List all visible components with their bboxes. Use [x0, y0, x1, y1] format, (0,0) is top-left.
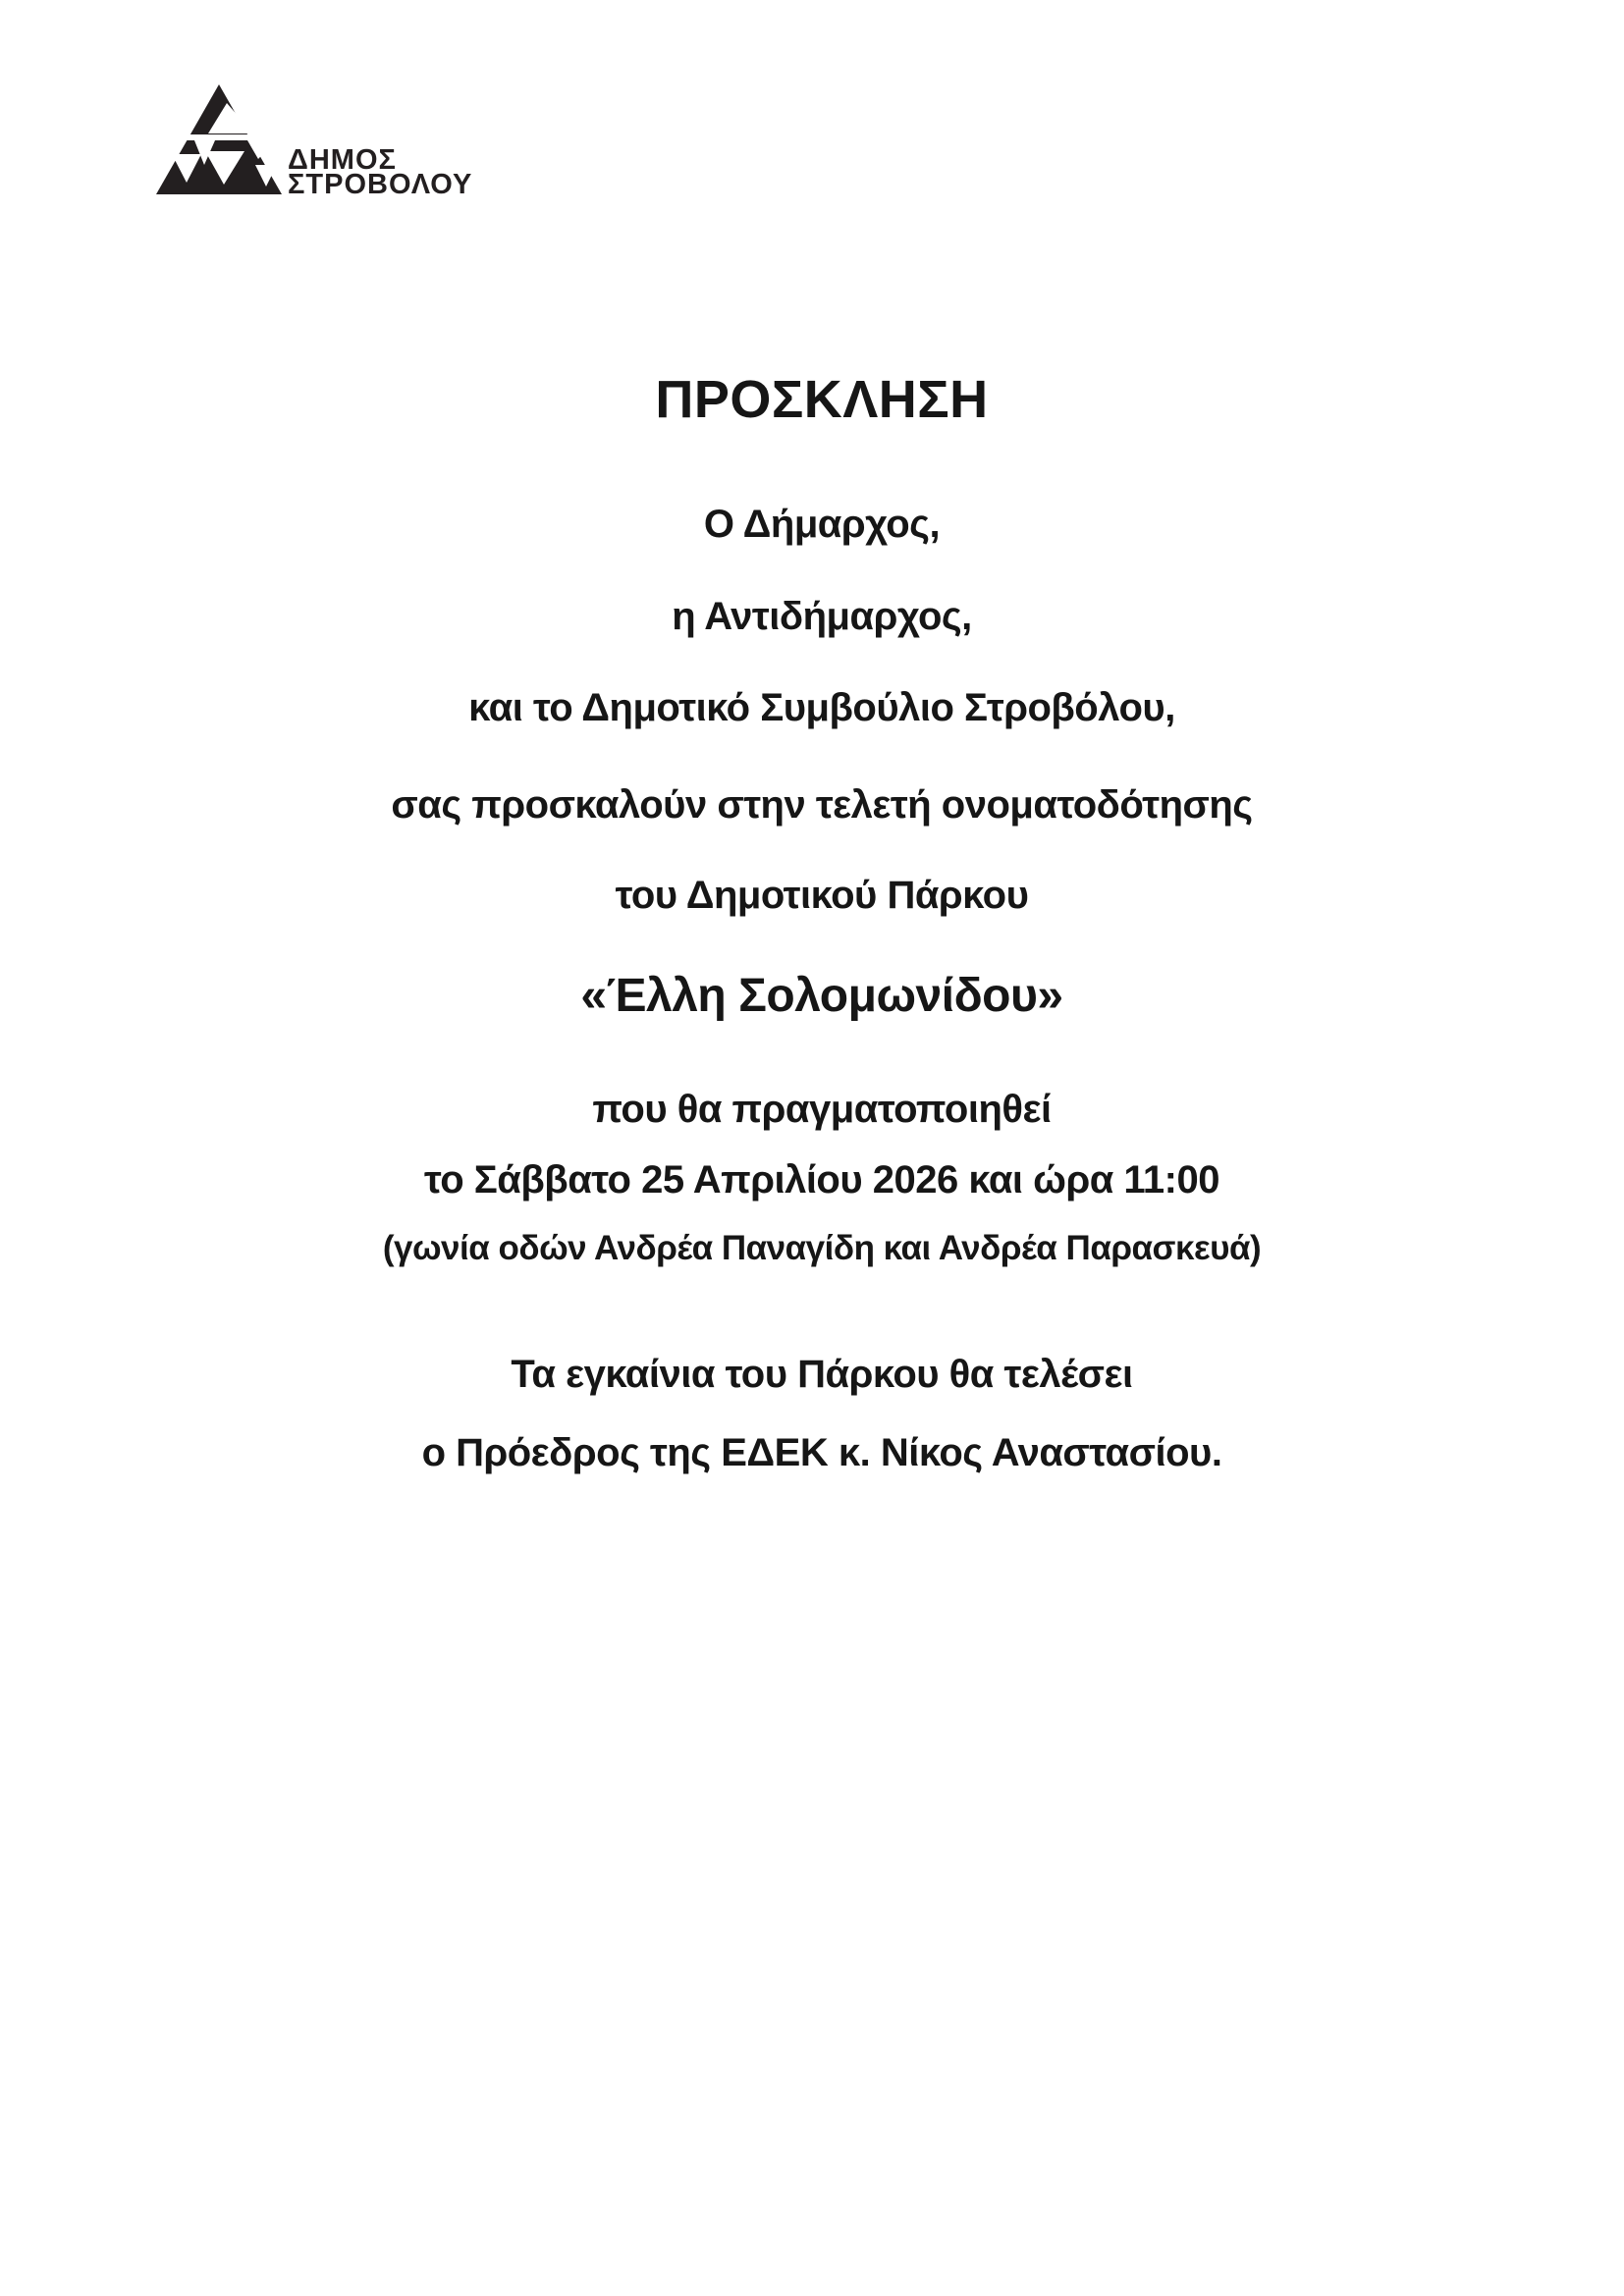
event-line-date-time: το Σάββατο 25 Απριλίου 2026 και ώρα 11:00 — [424, 1158, 1219, 1201]
closing-line-inauguration: Τα εγκαίνια του Πάρκου θα τελέσει — [511, 1353, 1133, 1396]
invite-line-ceremony: σας προσκαλούν στην τελετή ονοματοδότησης — [391, 783, 1253, 827]
host-line-deputy-mayor: η Αντιδήμαρχος, — [672, 595, 972, 638]
closing-line-officiant: ο Πρόεδρος της ΕΔΕΚ κ. Νίκος Αναστασίου. — [421, 1431, 1222, 1474]
municipality-name-line2: ΣΤΡΟΒΟΛΟΥ — [288, 169, 473, 200]
invite-line-park: του Δημοτικού Πάρκου — [615, 874, 1029, 917]
municipality-name-line1: ΔΗΜΟΣ — [288, 144, 397, 176]
event-line-intro: που θα πραγματοποιηθεί — [592, 1088, 1052, 1131]
host-line-mayor: Ο Δήμαρχος, — [703, 503, 941, 546]
location-note: (γωνία οδών Ανδρέα Παναγίδη και Ανδρέα Παρασκευά) — [382, 1229, 1262, 1267]
host-line-council: και το Δημοτικό Συμβούλιο Στροβόλου, — [468, 686, 1175, 729]
invitation-title: ΠΡΟΣΚΛΗΣΗ — [655, 370, 989, 429]
park-name: «Έλλη Σολομωνίδου» — [580, 970, 1063, 1022]
